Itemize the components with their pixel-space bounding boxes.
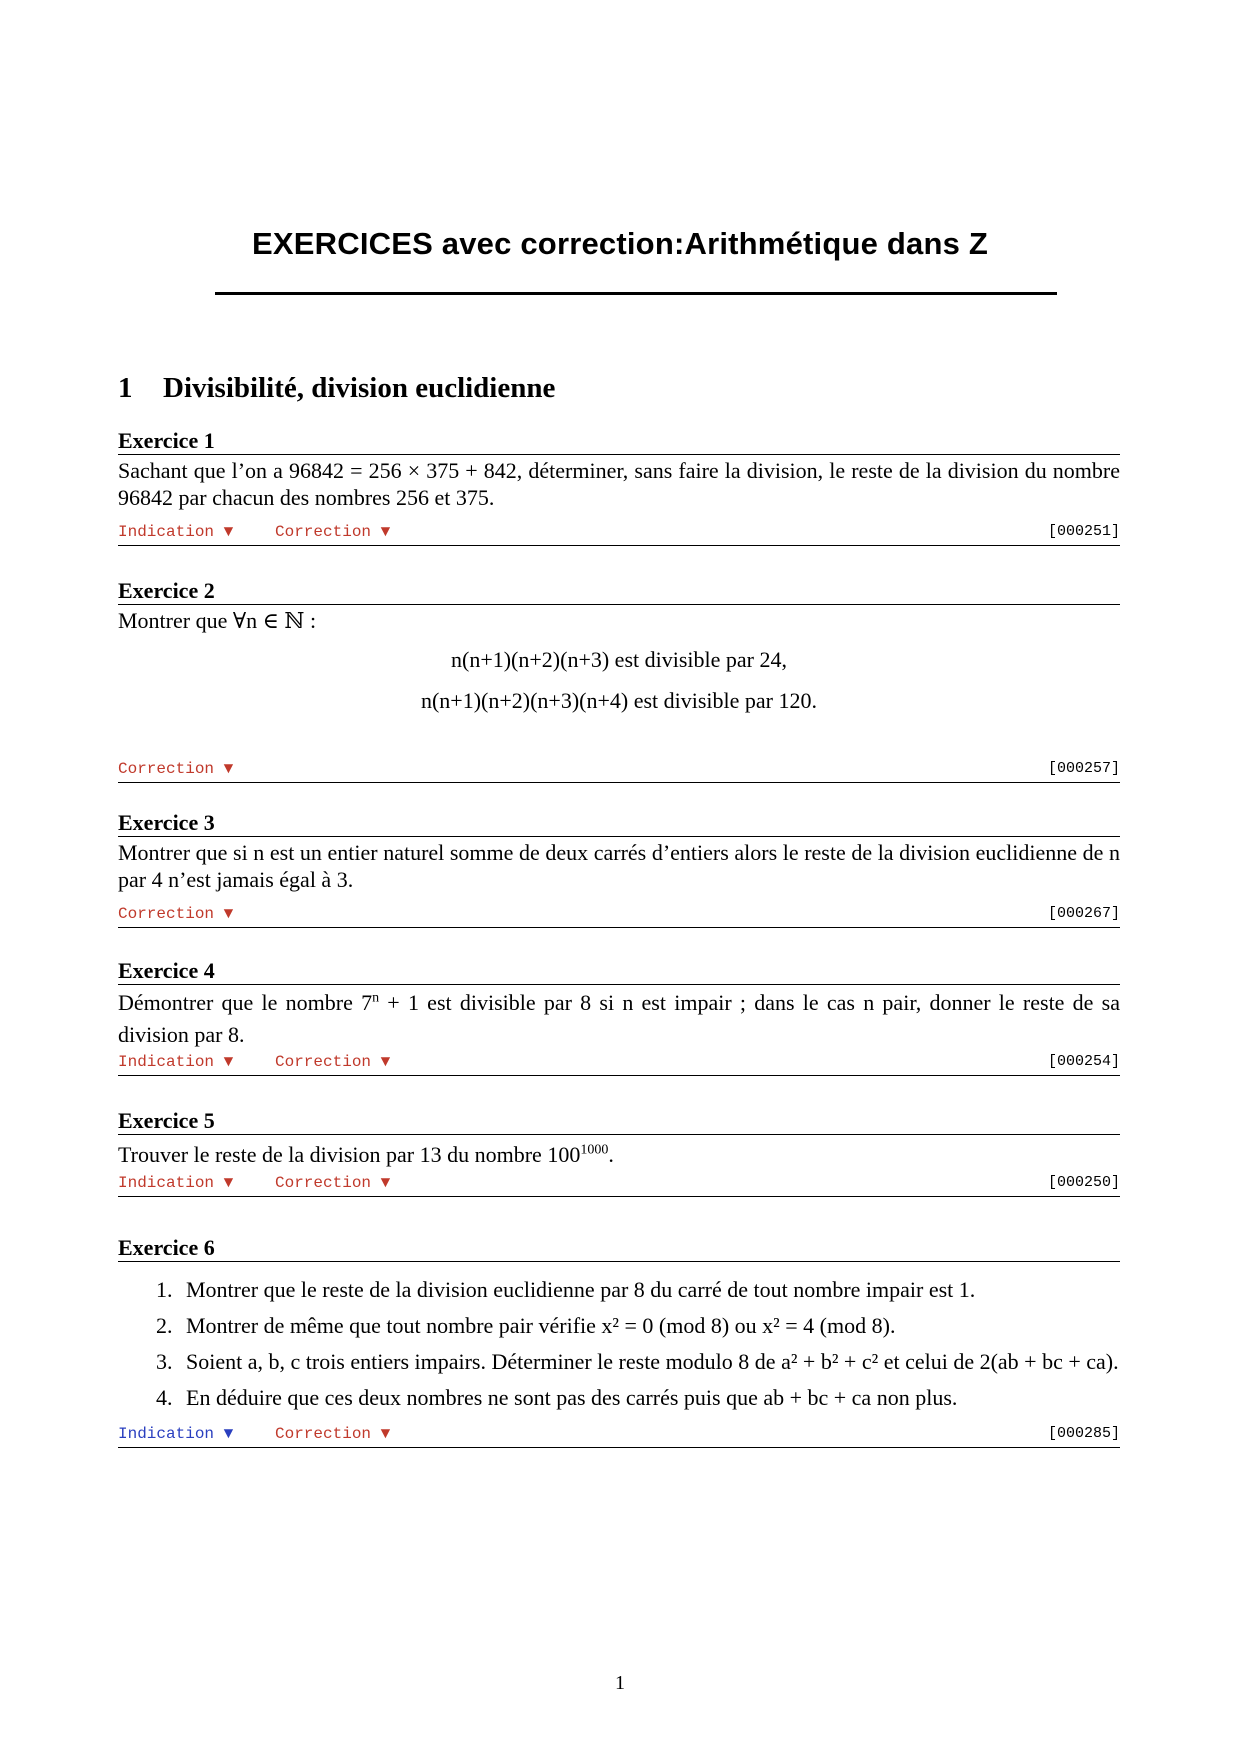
page-title: EXERCICES avec correction:Arithmétique dans Z <box>252 226 988 261</box>
title-rule <box>215 292 1057 295</box>
exercise-title: Exercice 2 <box>118 578 215 603</box>
correction-link[interactable]: Correction ▼ <box>275 1174 391 1192</box>
exercise-title: Exercice 4 <box>118 958 215 983</box>
exponent: 1000 <box>580 1142 609 1158</box>
list-item: 2. Montrer de même que tout nombre pair vérifie x² = 0 (mod 8) ou x² = 4 (mod 8). <box>156 1313 896 1338</box>
correction-link[interactable]: Correction ▼ <box>118 905 234 923</box>
exercise-title: Exercice 1 <box>118 428 215 453</box>
exercise-text <box>118 1141 1120 1168</box>
correction-link[interactable]: Correction ▼ <box>118 760 234 778</box>
list-item-text: Montrer de même que tout nombre pair vérifie x² = 0 (mod 8) ou x² = 4 (mod 8). <box>186 1313 896 1338</box>
exercise-ref: [000267] <box>1047 905 1120 922</box>
correction-link[interactable]: Correction ▼ <box>275 1053 391 1071</box>
question-list <box>118 1276 1120 1411</box>
text-part: . <box>608 1142 614 1167</box>
page-number: 1 <box>615 1672 625 1694</box>
exercise-footer <box>118 1053 1120 1075</box>
exercise-2 <box>118 578 1120 783</box>
list-item-text: Soient a, b, c trois entiers impairs. Déterminer le reste modulo 8 de a² + b² + c² et celui de 2(ab + bc + ca). <box>186 1349 1119 1374</box>
exponent: n <box>372 990 380 1006</box>
text-part: Démontrer que le nombre 7 <box>118 990 373 1015</box>
exercise-rule <box>118 984 1120 985</box>
exercise-rule <box>118 604 1120 605</box>
exercise-rule <box>118 454 1120 455</box>
footer-rule <box>118 1075 1120 1076</box>
exercise-title: Exercice 6 <box>118 1235 215 1260</box>
indication-link[interactable]: Indication ▼ <box>118 523 234 541</box>
exercise-ref: [000285] <box>1047 1425 1120 1442</box>
exercise-title: Exercice 5 <box>118 1108 215 1133</box>
exercise-ref: [000250] <box>1047 1174 1120 1191</box>
footer-rule <box>118 1196 1120 1197</box>
exercise-footer <box>118 905 1120 927</box>
exercise-5 <box>118 1108 1120 1197</box>
indication-link[interactable]: Indication ▼ <box>118 1174 234 1192</box>
exercise-4 <box>118 958 1120 1076</box>
equation-1: n(n+1)(n+2)(n+3) est divisible par 24, <box>451 647 787 672</box>
exercise-ref: [000251] <box>1047 523 1120 540</box>
list-item: 3. Soient a, b, c trois entiers impairs. Déterminer le reste modulo 8 de a² + b² + c² et celui de 2(ab + bc + ca). <box>156 1349 1119 1374</box>
indication-link[interactable]: Indication ▼ <box>118 1425 234 1443</box>
text-part: Trouver le reste de la division par 13 du nombre 100 <box>118 1142 581 1167</box>
section-heading <box>118 372 555 405</box>
exercise-rule <box>118 1261 1120 1262</box>
indication-link[interactable]: Indication ▼ <box>118 1053 234 1071</box>
section-number: 1 <box>118 372 133 404</box>
list-item-text: En déduire que ces deux nombres ne sont pas des carrés puis que ab + bc + ca non plus. <box>186 1385 958 1410</box>
exercise-text: Sachant que l’on a 96842 = 256 × 375 + 842, déterminer, sans faire la division, le reste de la division du nombre 96842 par chacun des nombres 256 et 375. <box>118 458 1120 510</box>
equation-2: n(n+1)(n+2)(n+3)(n+4) est divisible par 120. <box>420 688 818 713</box>
exercise-ref: [000257] <box>1047 760 1120 777</box>
exercise-rule <box>118 836 1120 837</box>
list-item-text: Montrer que le reste de la division euclidienne par 8 du carré de tout nombre impair est 1. <box>186 1277 976 1302</box>
correction-link[interactable]: Correction ▼ <box>275 1425 391 1443</box>
exercise-title: Exercice 3 <box>118 810 215 835</box>
exercise-intro: Montrer que ∀n ∈ ℕ : <box>118 608 317 633</box>
footer-rule <box>118 1447 1120 1448</box>
exercise-rule <box>118 1134 1120 1135</box>
exercise-footer <box>118 523 1120 545</box>
correction-link[interactable]: Correction ▼ <box>275 523 391 541</box>
list-item: 4. En déduire que ces deux nombres ne sont pas des carrés puis que ab + bc + ca non plus. <box>156 1385 958 1410</box>
section-title: Divisibilité, division euclidienne <box>163 372 556 404</box>
footer-rule <box>118 927 1120 928</box>
exercise-footer <box>118 760 1120 782</box>
exercise-1 <box>118 428 1120 546</box>
exercise-footer <box>118 1425 1120 1447</box>
exercise-ref: [000254] <box>1047 1053 1120 1070</box>
exercise-text: Montrer que si n est un entier naturel somme de deux carrés d’entiers alors le reste de la division euclidienne de n par 4 n’est jamais égal à 3. <box>118 840 1120 892</box>
exercise-footer <box>118 1174 1120 1196</box>
footer-rule <box>118 782 1120 783</box>
list-item: 1. Montrer que le reste de la division euclidienne par 8 du carré de tout nombre impair est 1. <box>156 1277 976 1302</box>
exercise-text <box>118 987 1120 1051</box>
exercise-3 <box>118 810 1120 928</box>
text-part: + 1 est divisible par 8 si n est impair ; dans le cas n pair, donner le reste de sa division par 8. <box>118 990 1121 1047</box>
exercise-6 <box>118 1235 1120 1448</box>
footer-rule <box>118 545 1120 546</box>
